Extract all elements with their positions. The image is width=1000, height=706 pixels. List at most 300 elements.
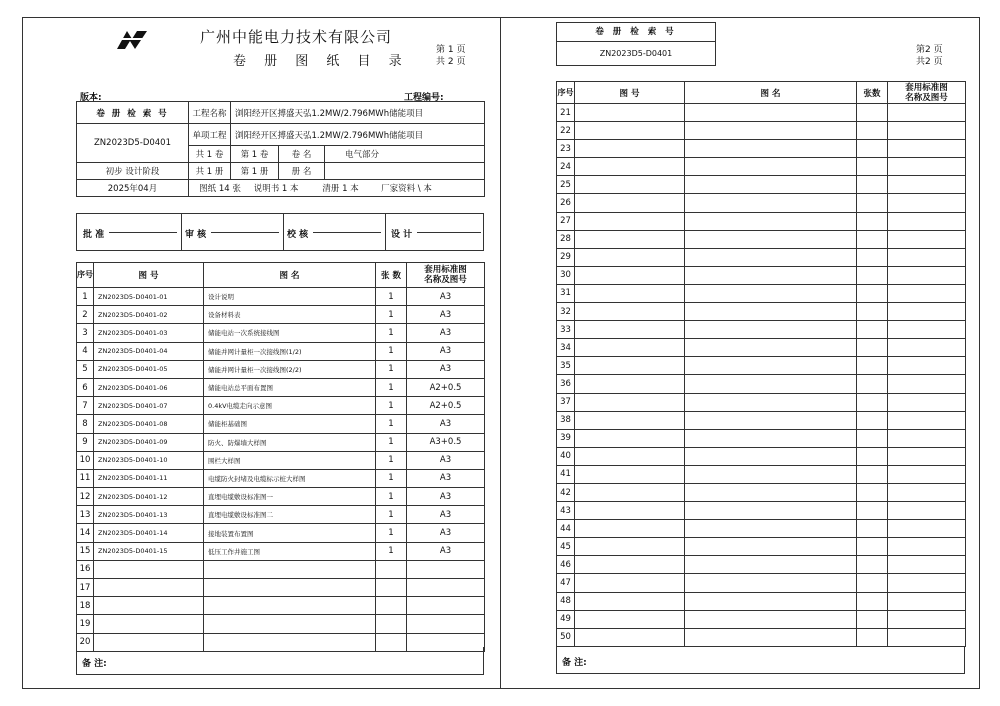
- row-seq: 16: [77, 560, 94, 578]
- table-row: [557, 122, 966, 140]
- seq-header: 序号: [77, 263, 94, 288]
- row-standard: [888, 104, 966, 122]
- row-drawing-number: [575, 375, 685, 393]
- right-index-box: [556, 22, 716, 66]
- row-drawing-name: [685, 357, 857, 375]
- row-drawing-number: [575, 176, 685, 194]
- row-seq: 34: [557, 339, 575, 357]
- row-sheet-count: [857, 538, 888, 556]
- row-seq: 12: [77, 488, 94, 506]
- approve-label: 批 准: [83, 230, 105, 240]
- row-drawing-name: 围栏大样图: [204, 451, 376, 469]
- row-drawing-number: ZN2023D5-D0401-09: [94, 433, 204, 451]
- table-row: [77, 342, 485, 360]
- right-standard-drawing-header: [888, 82, 966, 104]
- approval-separator: [181, 214, 182, 250]
- row-seq: 7: [77, 397, 94, 415]
- book-number: 第 1 册: [231, 163, 279, 180]
- row-drawing-number: [575, 610, 685, 628]
- row-standard: A3+0.5: [407, 433, 485, 451]
- total-volume: 共 1 卷: [189, 146, 231, 163]
- row-drawing-name: 电缆防火封堵及电缆标示桩大样图: [204, 469, 376, 487]
- table-row: [557, 447, 966, 465]
- row-seq: 27: [557, 212, 575, 230]
- row-seq: 22: [557, 122, 575, 140]
- row-seq: 8: [77, 415, 94, 433]
- row-drawing-number: [575, 248, 685, 266]
- table-row: [77, 506, 485, 524]
- row-drawing-number: ZN2023D5-D0401-10: [94, 451, 204, 469]
- row-sheet-count: [857, 574, 888, 592]
- row-drawing-number: [575, 212, 685, 230]
- volume-number: 第 1 卷: [231, 146, 279, 163]
- table-row: [557, 176, 966, 194]
- table-row: [77, 360, 485, 378]
- table-row: [77, 542, 485, 560]
- row-seq: 17: [77, 579, 94, 597]
- row-drawing-number: [575, 321, 685, 339]
- row-sheet-count: [376, 615, 407, 633]
- row-standard: [888, 284, 966, 302]
- row-drawing-number: [575, 230, 685, 248]
- row-standard: [888, 266, 966, 284]
- volume-name-value: 电气部分: [325, 146, 485, 163]
- version-label: 版本:: [80, 93, 102, 103]
- row-seq: 42: [557, 483, 575, 501]
- row-sheet-count: [857, 230, 888, 248]
- row-drawing-number: [575, 122, 685, 140]
- row-standard: A3: [407, 506, 485, 524]
- row-drawing-number: [575, 411, 685, 429]
- sheet-count-header: 张 数: [376, 263, 407, 288]
- row-drawing-number: [575, 284, 685, 302]
- row-sheet-count: [857, 483, 888, 501]
- row-drawing-name: [685, 393, 857, 411]
- row-drawing-number: [575, 628, 685, 646]
- row-seq: 38: [557, 411, 575, 429]
- row-sheet-count: [857, 284, 888, 302]
- approve-signature-line: [109, 232, 177, 233]
- row-drawing-name: [685, 592, 857, 610]
- row-seq: 37: [557, 393, 575, 411]
- right-sheet-count-header: 张数: [857, 82, 888, 104]
- standard-header-line1: 套用标准图: [424, 265, 467, 275]
- row-standard: [407, 597, 485, 615]
- row-standard: [888, 574, 966, 592]
- row-standard: A3: [407, 469, 485, 487]
- index-label: 卷 册 检 索 号: [77, 102, 189, 124]
- row-sheet-count: [857, 393, 888, 411]
- row-drawing-number: ZN2023D5-D0401-05: [94, 360, 204, 378]
- design-label: 设 计: [391, 230, 413, 240]
- row-standard: [407, 615, 485, 633]
- remark-label: 备 注:: [82, 659, 107, 669]
- row-drawing-number: [575, 429, 685, 447]
- row-seq: 20: [77, 633, 94, 651]
- table-row: [77, 306, 485, 324]
- row-drawing-name: 直埋电缆敷设标准图二: [204, 506, 376, 524]
- table-row: [77, 433, 485, 451]
- row-drawing-number: ZN2023D5-D0401-15: [94, 542, 204, 560]
- right-index-code: ZN2023D5-D0401: [599, 49, 673, 58]
- review-signature-line: [211, 232, 279, 233]
- row-drawing-number: ZN2023D5-D0401-12: [94, 488, 204, 506]
- row-drawing-name: [685, 284, 857, 302]
- check-signature-line: [313, 232, 381, 233]
- row-drawing-number: [575, 104, 685, 122]
- row-drawing-number: [575, 538, 685, 556]
- row-sheet-count: [857, 321, 888, 339]
- row-sheet-count: 1: [376, 306, 407, 324]
- row-drawing-name: [685, 339, 857, 357]
- table-row: [77, 378, 485, 396]
- row-standard: [888, 375, 966, 393]
- row-drawing-number: [575, 465, 685, 483]
- table-row: [557, 465, 966, 483]
- right-drawing-number-header: 图 号: [575, 82, 685, 104]
- row-standard: [888, 321, 966, 339]
- table-row: [77, 451, 485, 469]
- project-number-label: 工程编号:: [404, 93, 444, 103]
- row-drawing-name: [204, 560, 376, 578]
- volume-info-table: [76, 101, 485, 197]
- row-seq: 39: [557, 429, 575, 447]
- row-drawing-name: [685, 212, 857, 230]
- row-seq: 11: [77, 469, 94, 487]
- row-standard: [888, 357, 966, 375]
- row-drawing-name: [685, 321, 857, 339]
- table-row: [557, 104, 966, 122]
- row-seq: 21: [557, 104, 575, 122]
- right-page-number: 第2 页: [916, 45, 943, 55]
- row-seq: 9: [77, 433, 94, 451]
- table-row: [77, 524, 485, 542]
- row-seq: 14: [77, 524, 94, 542]
- row-drawing-name: [685, 375, 857, 393]
- row-standard: [888, 465, 966, 483]
- page-number: 第 1 页: [436, 45, 466, 55]
- row-standard: [888, 158, 966, 176]
- row-sheet-count: 1: [376, 360, 407, 378]
- page-number-block: [436, 44, 465, 68]
- right-drawing-name-header: 图 名: [685, 82, 857, 104]
- row-drawing-name: [204, 615, 376, 633]
- row-seq: 6: [77, 378, 94, 396]
- row-sheet-count: 1: [376, 415, 407, 433]
- project-name-value: 浏阳经开区搏盛天弘1.2MW/2.796MWh储能项目: [231, 102, 485, 124]
- table-row: [557, 628, 966, 646]
- row-sheet-count: 1: [376, 433, 407, 451]
- row-seq: 15: [77, 542, 94, 560]
- row-drawing-name: [685, 628, 857, 646]
- row-standard: A3: [407, 542, 485, 560]
- row-standard: [888, 212, 966, 230]
- row-seq: 36: [557, 375, 575, 393]
- row-drawing-number: ZN2023D5-D0401-01: [94, 288, 204, 306]
- row-drawing-name: [685, 194, 857, 212]
- row-drawing-number: ZN2023D5-D0401-06: [94, 378, 204, 396]
- row-drawing-name: [685, 520, 857, 538]
- row-standard: [407, 560, 485, 578]
- row-sheet-count: [857, 502, 888, 520]
- book-name-label: 册 名: [279, 163, 325, 180]
- right-seq-header: 序号: [557, 82, 575, 104]
- row-drawing-name: [685, 230, 857, 248]
- table-row: [557, 429, 966, 447]
- row-standard: A3: [407, 360, 485, 378]
- row-seq: 44: [557, 520, 575, 538]
- right-standard-header-line2: 名称及图号: [905, 92, 948, 103]
- index-code: ZN2023D5-D0401: [77, 124, 189, 163]
- row-seq: 48: [557, 592, 575, 610]
- row-drawing-number: [575, 574, 685, 592]
- row-seq: 3: [77, 324, 94, 342]
- table-row: [557, 393, 966, 411]
- table-row: [557, 357, 966, 375]
- list-count: 清册 1 本: [322, 184, 359, 194]
- row-sheet-count: [376, 560, 407, 578]
- review-label: 审 核: [185, 230, 207, 240]
- row-seq: 33: [557, 321, 575, 339]
- row-standard: A2+0.5: [407, 378, 485, 396]
- row-standard: A3: [407, 415, 485, 433]
- row-seq: 5: [77, 360, 94, 378]
- row-drawing-name: [204, 597, 376, 615]
- row-drawing-name: [685, 502, 857, 520]
- row-sheet-count: [857, 303, 888, 321]
- row-standard: [888, 592, 966, 610]
- drawing-name-header: 图 名: [204, 263, 376, 288]
- row-seq: 43: [557, 502, 575, 520]
- row-drawing-name: [685, 447, 857, 465]
- row-seq: 29: [557, 248, 575, 266]
- row-standard: [888, 502, 966, 520]
- company-logo-icon: [115, 27, 149, 51]
- row-drawing-number: ZN2023D5-D0401-14: [94, 524, 204, 542]
- row-sheet-count: 1: [376, 524, 407, 542]
- table-row: [557, 248, 966, 266]
- row-standard: A3: [407, 288, 485, 306]
- row-standard: [888, 610, 966, 628]
- row-seq: 26: [557, 194, 575, 212]
- row-drawing-number: ZN2023D5-D0401-02: [94, 306, 204, 324]
- row-drawing-name: [685, 248, 857, 266]
- row-drawing-number: ZN2023D5-D0401-03: [94, 324, 204, 342]
- standard-drawing-header: [407, 263, 485, 288]
- design-signature-line: [417, 232, 481, 233]
- row-sheet-count: 1: [376, 506, 407, 524]
- row-seq: 30: [557, 266, 575, 284]
- row-seq: 18: [77, 597, 94, 615]
- row-standard: [888, 429, 966, 447]
- row-standard: A3: [407, 524, 485, 542]
- row-drawing-name: 设计说明: [204, 288, 376, 306]
- table-row: [557, 194, 966, 212]
- row-sheet-count: [857, 339, 888, 357]
- row-seq: 4: [77, 342, 94, 360]
- row-standard: [407, 579, 485, 597]
- row-sheet-count: [857, 140, 888, 158]
- row-standard: [888, 411, 966, 429]
- table-row: [77, 324, 485, 342]
- table-row: [557, 230, 966, 248]
- vendor-count: 厂家资料 \ 本: [381, 184, 432, 194]
- row-sheet-count: 1: [376, 397, 407, 415]
- row-seq: 41: [557, 465, 575, 483]
- row-drawing-number: [575, 483, 685, 501]
- row-seq: 19: [77, 615, 94, 633]
- row-seq: 24: [557, 158, 575, 176]
- row-drawing-number: [575, 393, 685, 411]
- table-row: [557, 592, 966, 610]
- row-drawing-name: 0.4kV电缆走向示意图: [204, 397, 376, 415]
- row-standard: [888, 628, 966, 646]
- row-drawing-name: [204, 579, 376, 597]
- row-drawing-number: ZN2023D5-D0401-07: [94, 397, 204, 415]
- row-seq: 46: [557, 556, 575, 574]
- table-row: [557, 411, 966, 429]
- row-drawing-name: [685, 465, 857, 483]
- row-drawing-number: [94, 615, 204, 633]
- row-standard: [888, 303, 966, 321]
- row-seq: 10: [77, 451, 94, 469]
- row-standard: [888, 230, 966, 248]
- row-drawing-name: [685, 411, 857, 429]
- standard-header-line2: 名称及图号: [424, 275, 467, 285]
- row-sheet-count: [857, 628, 888, 646]
- table-row: [77, 288, 485, 306]
- row-sheet-count: [376, 579, 407, 597]
- table-row: [557, 140, 966, 158]
- row-sheet-count: 1: [376, 342, 407, 360]
- row-standard: A3: [407, 488, 485, 506]
- row-drawing-number: ZN2023D5-D0401-11: [94, 469, 204, 487]
- row-sheet-count: 1: [376, 542, 407, 560]
- row-sheet-count: [857, 429, 888, 447]
- row-drawing-name: 储能电站一次系统接线图: [204, 324, 376, 342]
- row-drawing-number: [575, 447, 685, 465]
- row-seq: 25: [557, 176, 575, 194]
- row-drawing-name: 防火、防爆墙大样图: [204, 433, 376, 451]
- table-row: [557, 375, 966, 393]
- table-row: [557, 556, 966, 574]
- row-sheet-count: [857, 592, 888, 610]
- table-row: [77, 397, 485, 415]
- row-standard: A3: [407, 324, 485, 342]
- row-standard: A2+0.5: [407, 397, 485, 415]
- row-drawing-name: [685, 303, 857, 321]
- row-seq: 28: [557, 230, 575, 248]
- row-sheet-count: [857, 357, 888, 375]
- table-row: [557, 212, 966, 230]
- right-standard-header-line1: 套用标准图: [905, 82, 948, 93]
- row-sheet-count: 1: [376, 378, 407, 396]
- row-sheet-count: [857, 465, 888, 483]
- row-drawing-name: [685, 176, 857, 194]
- page-total: 共 2 页: [436, 57, 466, 67]
- check-label: 校 核: [287, 230, 309, 240]
- drawing-count: 图纸 14 张: [199, 184, 241, 194]
- row-drawing-name: 直埋电缆敷设标准图一: [204, 488, 376, 506]
- table-row: [557, 339, 966, 357]
- table-row: [557, 158, 966, 176]
- document-title: 卷 册 图 纸 目 录: [233, 54, 409, 69]
- quantity-summary: [189, 180, 485, 197]
- row-standard: [888, 248, 966, 266]
- row-drawing-name: [685, 266, 857, 284]
- row-drawing-name: 设备材料表: [204, 306, 376, 324]
- unit-project-label: 单项工程: [189, 124, 231, 146]
- row-drawing-name: [685, 429, 857, 447]
- row-drawing-number: [94, 579, 204, 597]
- row-sheet-count: 1: [376, 488, 407, 506]
- row-seq: 35: [557, 357, 575, 375]
- row-standard: [888, 122, 966, 140]
- row-drawing-number: ZN2023D5-D0401-08: [94, 415, 204, 433]
- table-row: [557, 610, 966, 628]
- table-row: [557, 284, 966, 302]
- right-page-number-block: [916, 44, 943, 68]
- row-sheet-count: [857, 447, 888, 465]
- row-drawing-number: [575, 339, 685, 357]
- row-seq: 32: [557, 303, 575, 321]
- row-drawing-name: 储能并网计量柜一次接线图(1/2): [204, 342, 376, 360]
- row-seq: 23: [557, 140, 575, 158]
- row-drawing-name: [685, 140, 857, 158]
- row-drawing-number: ZN2023D5-D0401-04: [94, 342, 204, 360]
- unit-project-value: 浏阳经开区搏盛天弘1.2MW/2.796MWh储能项目: [231, 124, 485, 146]
- row-drawing-name: [685, 122, 857, 140]
- drawing-list-table: [76, 262, 485, 652]
- row-drawing-name: 储能电站总平面布置图: [204, 378, 376, 396]
- row-drawing-number: ZN2023D5-D0401-13: [94, 506, 204, 524]
- row-drawing-name: [685, 483, 857, 501]
- row-drawing-name: [685, 158, 857, 176]
- row-sheet-count: 1: [376, 469, 407, 487]
- row-drawing-name: 低压工作井施工图: [204, 542, 376, 560]
- row-seq: 40: [557, 447, 575, 465]
- row-standard: [888, 483, 966, 501]
- row-standard: [888, 393, 966, 411]
- row-drawing-number: [575, 520, 685, 538]
- table-row: [557, 321, 966, 339]
- table-row: [557, 574, 966, 592]
- row-standard: [888, 447, 966, 465]
- right-index-label: 卷 册 检 索 号: [557, 23, 715, 42]
- row-seq: 45: [557, 538, 575, 556]
- right-page-total: 共2 页: [916, 57, 943, 67]
- row-sheet-count: [857, 248, 888, 266]
- table-row: [77, 579, 485, 597]
- row-drawing-name: [685, 574, 857, 592]
- table-row: [77, 415, 485, 433]
- row-sheet-count: [857, 212, 888, 230]
- approval-separator: [283, 214, 284, 250]
- row-sheet-count: [857, 194, 888, 212]
- row-drawing-number: [94, 560, 204, 578]
- row-sheet-count: [857, 176, 888, 194]
- row-standard: [888, 140, 966, 158]
- total-book: 共 1 册: [189, 163, 231, 180]
- row-drawing-number: [575, 266, 685, 284]
- row-standard: [888, 556, 966, 574]
- table-row: [557, 303, 966, 321]
- table-row: [77, 488, 485, 506]
- row-standard: A3: [407, 451, 485, 469]
- row-standard: [888, 538, 966, 556]
- volume-name-label: 卷 名: [279, 146, 325, 163]
- company-name: 广州中能电力技术有限公司: [200, 28, 393, 46]
